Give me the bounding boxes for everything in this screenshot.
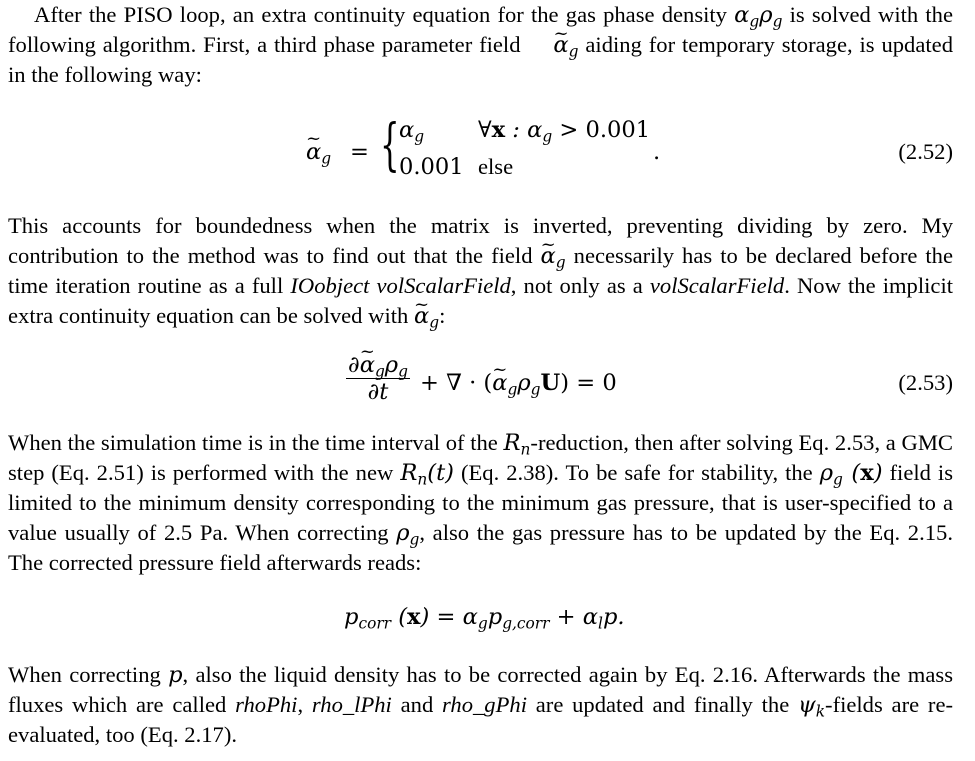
equation-pcorr — [8, 604, 953, 640]
p4-text-a: When correcting — [8, 662, 169, 687]
rho-g-x-symbol: $\rho_g$ (x) — [819, 460, 883, 489]
psi-k-symbol: $\psi_k$ — [798, 692, 826, 721]
p4-term-rho-lphi: rho_lPhi — [311, 692, 392, 717]
paragraph-4 — [8, 660, 953, 750]
p2-term-volscalarfield: volScalarField — [649, 273, 785, 298]
p4-text-h: are updated and finally the — [526, 692, 799, 717]
r-n-t-symbol: $R_n(t)$ — [400, 460, 454, 489]
p2-text-d: , not only as a — [510, 273, 650, 298]
p3-text-e: , also the gas pressure has to be updated by the Eq. 2.15. The corrected pressure field afterwards reads: — [8, 520, 953, 575]
eq252-lhs: ~ $\alpha_g$ — [306, 139, 331, 165]
eq253-denominator: ∂t — [346, 378, 410, 405]
alpha-tilde-g-symbol: ~ $\alpha_g$ — [541, 243, 566, 269]
p4-text-f: and — [391, 692, 443, 717]
eq-pcorr-expression: $p_{corr}$ $(x) = \alpha_gp_{g,corr} + \alpha_lp$. — [344, 604, 625, 633]
p4-text-b: , also the liquid density has to be corrected again by Eq. 2.16. Afterwards the mass fluxes which are called — [8, 662, 953, 717]
eq252-case2-condition: else — [478, 154, 514, 179]
p3-text-d: field is limited to the minimum density corresponding to the minimum gas pressure, that is user-specified to a value usually of 2.5 Pa. When correcting — [8, 460, 953, 545]
p1-text-b: is solved with the following algorithm. First, a third phase parameter field — [8, 2, 953, 57]
eq252-number: (2.52) — [898, 139, 953, 164]
r-n-symbol: $R_n$ — [503, 430, 531, 459]
p4-term-rho-gphi: rho_gPhi — [442, 692, 527, 717]
p3-text-a: When the simulation time is in the time interval of the — [8, 430, 504, 455]
eq252-equals: = — [350, 139, 369, 165]
paragraph-1 — [8, 0, 953, 90]
p2-term-ioobject: IOobject volScalarField — [290, 273, 511, 298]
equation-2-52 — [8, 112, 953, 192]
p3-text-b: -reduction, then after solving Eq. 2.53, a GMC step (Eq. 2.51) is performed with the new — [8, 430, 953, 485]
eq252-trailing-period: . — [653, 139, 661, 165]
alpha-tilde-g-symbol: ~ $\alpha_g$ — [414, 303, 439, 329]
alpha-tilde-g-symbol: ~ $\alpha_g$ — [527, 32, 578, 58]
eq253-numerator: ∂~ $\alpha_g\rho_g$ — [346, 352, 410, 378]
equation-2-53 — [8, 352, 953, 422]
p4-term-rhophi: rhoPhi — [235, 692, 298, 717]
p2-text-g: : — [439, 303, 446, 328]
p4-text-i: -fields are re-evaluated, too (Eq. 2.17). — [8, 692, 953, 747]
p3-text-c: (Eq. 2.38). To be safe for stability, the — [453, 460, 820, 485]
p-symbol: p — [168, 662, 183, 688]
eq252-case1-value: $\alpha_g$ — [399, 117, 425, 146]
eq253-number: (2.53) — [898, 370, 953, 395]
paragraph-2 — [8, 211, 953, 331]
paragraph-3 — [8, 428, 953, 578]
eq252-brace: { — [380, 113, 400, 178]
eq253-fraction — [346, 352, 410, 405]
alpha-g-rho-g-symbol: $\alpha_g\rho_g$ — [734, 2, 783, 31]
p1-text-c: aiding for temporary storage, is updated in the following way: — [8, 32, 953, 87]
p4-text-d: , — [297, 692, 312, 717]
p1-text-a: After the PISO loop, an extra continuity equation for the gas phase density — [34, 2, 735, 27]
p2-text-f: . Now the implicit extra continuity equation can be solved with — [8, 273, 953, 328]
p2-text-a: This accounts for boundedness when the matrix is inverted, preventing dividing by zero. My contribution to the method was to find out that the field — [8, 213, 953, 268]
eq253-rest: + ∇ · (~ $\alpha_g\rho_gU) = 0$ — [420, 370, 617, 396]
eq252-case1-condition: ∀x : $\alpha_g > 0.001$ — [478, 117, 651, 146]
rho-g-symbol: $\rho_g$ — [396, 520, 420, 549]
p2-text-b: necessarily has to be declared before the time iteration routine as a full — [8, 243, 954, 298]
eq252-case2-value: 0.001 — [399, 154, 464, 180]
